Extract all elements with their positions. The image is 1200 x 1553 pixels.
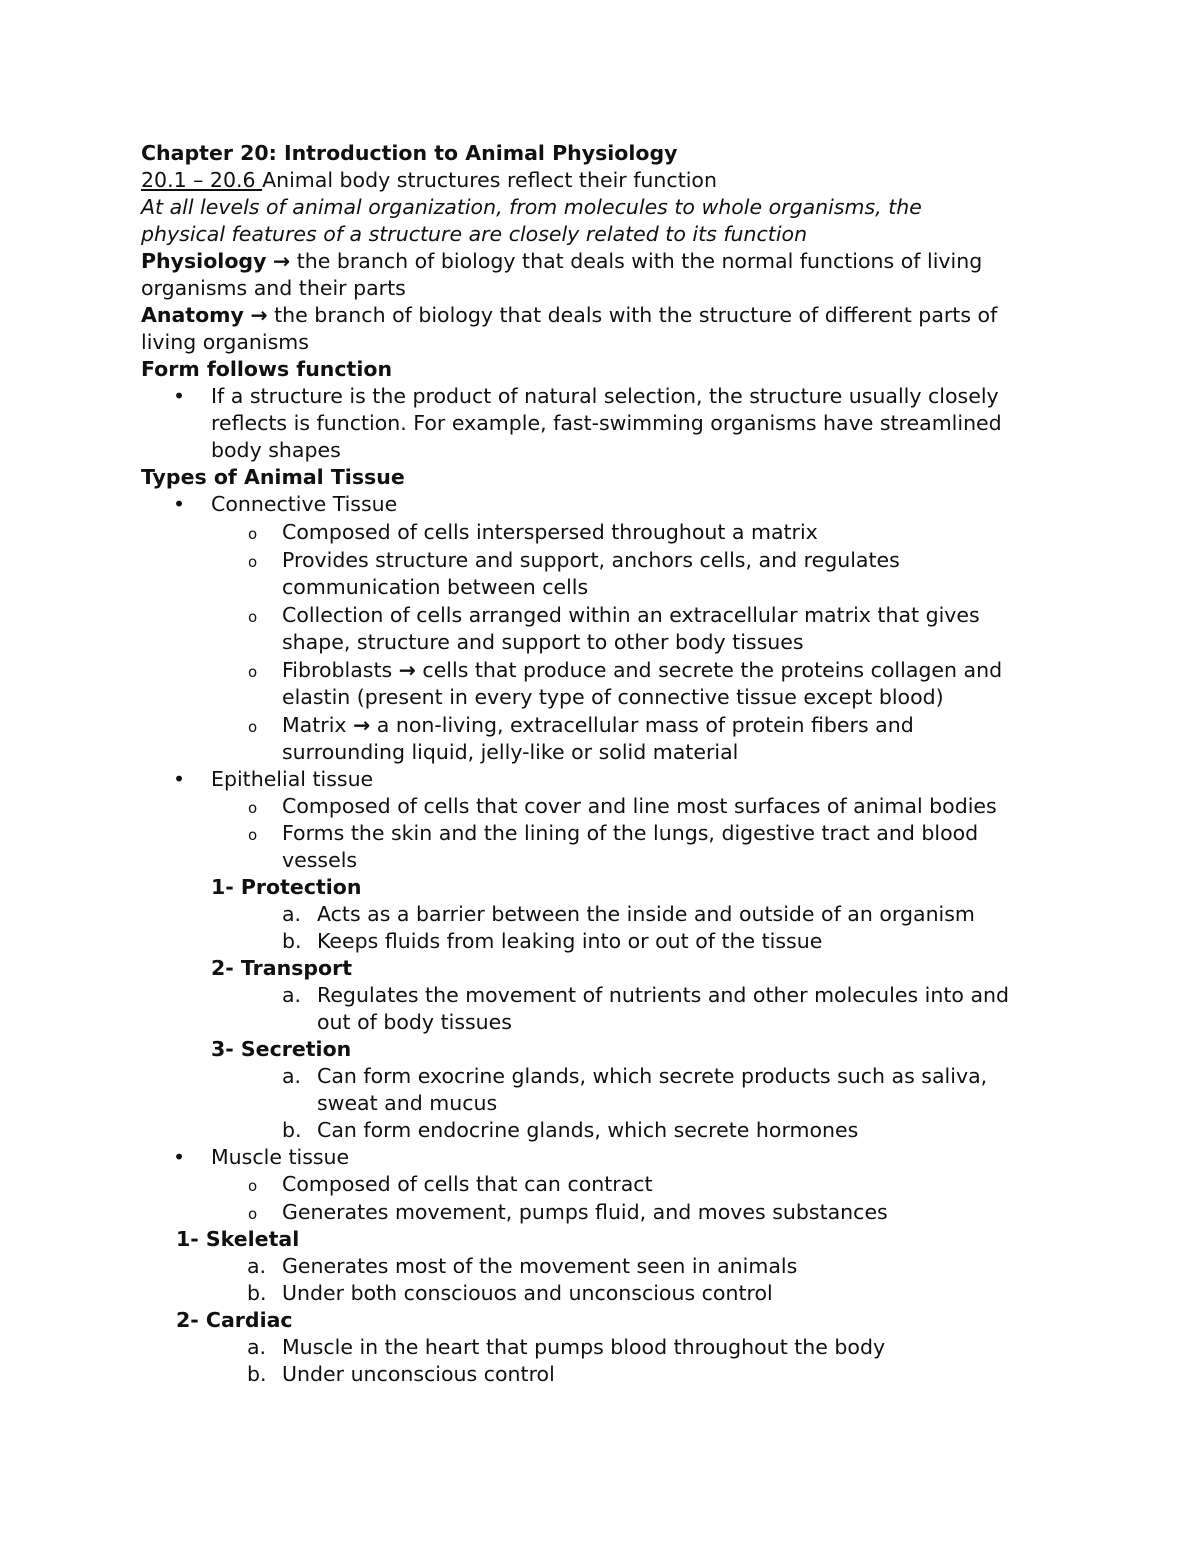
bullet-icon: •	[173, 492, 186, 516]
list-marker: b.	[282, 929, 302, 953]
list-item-line: Under unconscious control	[282, 1362, 555, 1386]
list-item	[141, 1171, 1061, 1198]
list-item-line: Provides structure and support, anchors cells, and regulates	[282, 548, 900, 572]
circle-bullet-icon: o	[248, 525, 258, 543]
right-arrow-icon: →	[398, 658, 416, 682]
anatomy-definition-cont: living organisms	[141, 330, 309, 354]
physiology-definition-cont: organisms and their parts	[141, 276, 406, 300]
list-item-line: Can form endocrine glands, which secrete hormones	[317, 1118, 859, 1142]
matrix-term: Matrix	[282, 713, 354, 737]
list-item-line: Collection of cells arranged within an extracellular matrix that gives	[282, 603, 980, 627]
list-item-line: body shapes	[211, 438, 341, 462]
subheading-cardiac: 2- Cardiac	[176, 1308, 293, 1332]
list-item	[141, 383, 1061, 464]
list-item	[141, 1334, 1061, 1361]
subheading-skeletal: 1- Skeletal	[176, 1227, 300, 1251]
bullet-icon: •	[173, 1145, 186, 1169]
document-page	[141, 140, 1061, 1388]
list-item-line: Acts as a barrier between the inside and outside of an organism	[317, 902, 975, 926]
section-heading	[141, 167, 1061, 194]
circle-bullet-icon: o	[248, 663, 258, 681]
list-item	[141, 1280, 1061, 1307]
subheading-transport: 2- Transport	[211, 956, 353, 980]
list-marker: a.	[282, 902, 302, 926]
subheading-protection: 1- Protection	[211, 875, 362, 899]
list-item-line: Keeps fluids from leaking into or out of the tissue	[317, 929, 823, 953]
intro-line-2: physical features of a structure are closely related to its function	[141, 222, 808, 246]
list-item-fibroblasts	[141, 657, 1061, 711]
circle-bullet-icon: o	[248, 1205, 258, 1223]
list-item-line: sweat and mucus	[317, 1091, 498, 1115]
list-marker: a.	[247, 1254, 267, 1278]
list-item-epithelial	[141, 766, 1061, 793]
list-item	[141, 602, 1061, 656]
list-item	[141, 1117, 1061, 1144]
list-marker: b.	[282, 1118, 302, 1142]
list-item	[141, 928, 1061, 955]
list-item-line: Muscle in the heart that pumps blood throughout the body	[282, 1335, 886, 1359]
physiology-term: Physiology	[141, 249, 267, 273]
subheading-secretion: 3- Secretion	[211, 1037, 352, 1061]
circle-bullet-icon: o	[248, 1177, 258, 1195]
section-title: Animal body structures reflect their function	[262, 168, 717, 192]
circle-bullet-icon: o	[248, 608, 258, 626]
list-item-line: Composed of cells that cover and line most surfaces of animal bodies	[282, 794, 997, 818]
list-marker: b.	[247, 1362, 267, 1386]
list-item-line: shape, structure and support to other body tissues	[282, 630, 804, 654]
list-item	[141, 1253, 1061, 1280]
list-item-line: reflects is function. For example, fast-swimming organisms have streamlined	[211, 411, 1002, 435]
circle-bullet-icon: o	[248, 799, 258, 817]
anatomy-term: Anatomy	[141, 303, 244, 327]
list-item-line: If a structure is the product of natural selection, the structure usually closely	[211, 384, 999, 408]
list-item	[141, 820, 1061, 874]
list-item-line: Under both consciouos and unconscious control	[282, 1281, 773, 1305]
section-ref: 20.1 – 20.6	[141, 168, 263, 192]
list-item-line: Forms the skin and the lining of the lungs, digestive tract and blood	[282, 821, 979, 845]
list-item	[141, 1199, 1061, 1226]
list-marker: a.	[282, 1064, 302, 1088]
connective-label: Connective Tissue	[211, 492, 398, 516]
list-item-line: elastin (present in every type of connective tissue except blood)	[282, 685, 944, 709]
right-arrow-icon: →	[272, 249, 291, 273]
list-item-line: Composed of cells that can contract	[282, 1172, 653, 1196]
list-marker: b.	[247, 1281, 267, 1305]
list-item-muscle	[141, 1144, 1061, 1171]
list-marker: a.	[247, 1335, 267, 1359]
list-item-line: communication between cells	[282, 575, 589, 599]
list-item-line: vessels	[282, 848, 358, 872]
list-item-line: Generates movement, pumps fluid, and moves substances	[282, 1200, 888, 1224]
fibroblasts-term: Fibroblasts	[282, 658, 399, 682]
bullet-icon: •	[173, 767, 186, 791]
muscle-label: Muscle tissue	[211, 1145, 350, 1169]
right-arrow-icon: →	[353, 713, 371, 737]
list-item-matrix	[141, 712, 1061, 766]
list-item	[141, 901, 1061, 928]
anatomy-text: the branch of biology that deals with the structure of different parts of	[267, 303, 998, 327]
list-marker: a.	[282, 983, 302, 1007]
list-item	[141, 1361, 1061, 1388]
chapter-title: Chapter 20: Introduction to Animal Physiology	[141, 141, 678, 165]
list-item-line: Can form exocrine glands, which secrete products such as saliva,	[317, 1064, 988, 1088]
anatomy-definition	[141, 302, 1061, 329]
physiology-text: the branch of biology that deals with the normal functions of living	[290, 249, 983, 273]
form-heading: Form follows function	[141, 357, 393, 381]
circle-bullet-icon: o	[248, 553, 258, 571]
types-heading: Types of Animal Tissue	[141, 465, 405, 489]
list-item-line: surrounding liquid, jelly-like or solid material	[282, 740, 739, 764]
bullet-icon: •	[173, 384, 186, 408]
list-item	[141, 1063, 1061, 1117]
list-item	[141, 519, 1061, 546]
matrix-text: a non-living, extracellular mass of protein fibers and	[370, 713, 914, 737]
circle-bullet-icon: o	[248, 718, 258, 736]
list-item	[141, 793, 1061, 820]
epithelial-label: Epithelial tissue	[211, 767, 374, 791]
list-item-connective	[141, 491, 1061, 518]
physiology-definition	[141, 248, 1061, 275]
right-arrow-icon: →	[250, 303, 268, 327]
fibroblasts-text: cells that produce and secrete the proteins collagen and	[415, 658, 1003, 682]
list-item-line	[282, 657, 1061, 684]
list-item	[141, 982, 1061, 1036]
list-item-line: Generates most of the movement seen in animals	[282, 1254, 798, 1278]
list-item-line: Composed of cells interspersed throughout a matrix	[282, 520, 818, 544]
list-item-line: out of body tissues	[317, 1010, 512, 1034]
list-item-line: Regulates the movement of nutrients and other molecules into and	[317, 983, 1010, 1007]
list-item	[141, 547, 1061, 601]
list-item-line	[282, 712, 1061, 739]
circle-bullet-icon: o	[248, 826, 258, 844]
intro-line-1: At all levels of animal organization, from molecules to whole organisms, the	[141, 195, 922, 219]
